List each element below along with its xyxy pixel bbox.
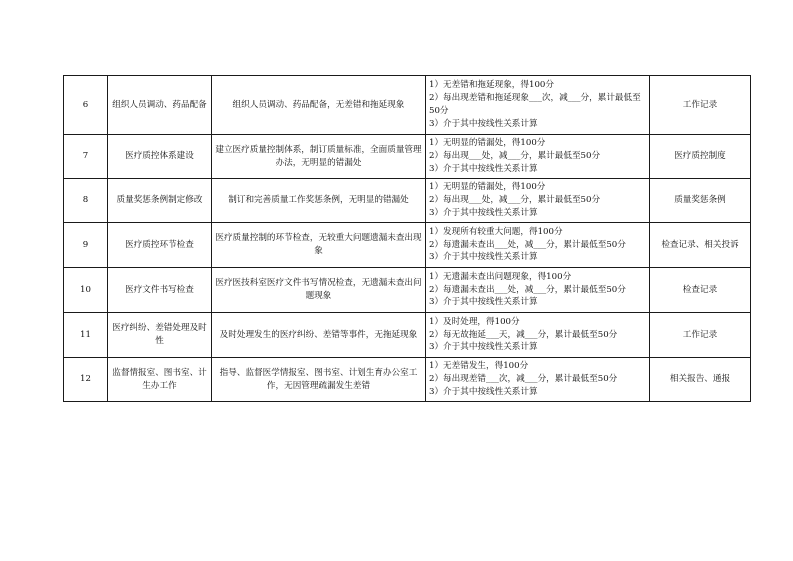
assessment-content: 及时处理发生的医疗纠纷、差错等事件，无拖延现象 [212, 313, 426, 358]
table-row [64, 223, 751, 268]
assessment-content: 医疗医技科室医疗文件书写情况检查，无遗漏未查出问题现象 [212, 268, 426, 313]
scoring-criteria [426, 179, 650, 223]
table-row [64, 358, 751, 402]
evidence-basis: 质量奖惩条例 [650, 179, 751, 223]
assessment-content: 组织人员调动、药品配备，无差错和拖延现象 [212, 76, 426, 135]
row-number: 6 [64, 76, 108, 135]
table-row [64, 179, 751, 223]
assessment-item: 医疗质控环节检查 [108, 223, 212, 268]
evidence-basis: 检查记录 [650, 268, 751, 313]
row-number: 11 [64, 313, 108, 358]
table-row [64, 135, 751, 179]
criteria-line: 2）每出现___处，减___分，累计最低至50分 [429, 151, 601, 162]
assessment-item: 医疗文件书写检查 [108, 268, 212, 313]
assessment-item: 医疗质控体系建设 [108, 135, 212, 179]
evidence-basis: 检查记录、相关投诉 [650, 223, 751, 268]
criteria-line: 3）介于其中按线性关系计算 [429, 386, 538, 397]
criteria-line: 2）每出现差错___次，减___分，累计最低至50分 [429, 374, 618, 385]
criteria-line: 1）无差错发生，得100分 [429, 361, 529, 372]
assessment-item: 质量奖惩条例制定修改 [108, 179, 212, 223]
criteria-line: 2）每无故拖延___天，减___分，累计最低至50分 [429, 329, 618, 340]
criteria-line: 3）介于其中按线性关系计算 [429, 207, 538, 218]
scoring-criteria [426, 358, 650, 402]
criteria-line: 2）每遗漏未查出___处，减___分，累计最低至50分 [429, 239, 626, 250]
assessment-content: 指导、监督医学情报室、图书室、计划生育办公室工作，无因管理疏漏发生差错 [212, 358, 426, 402]
criteria-line: 1）及时处理，得100分 [429, 316, 520, 327]
assessment-item: 组织人员调动、药品配备 [108, 76, 212, 135]
scoring-criteria [426, 313, 650, 358]
row-number: 7 [64, 135, 108, 179]
row-number: 9 [64, 223, 108, 268]
assessment-content: 医疗质量控制的环节检查，无较重大问题遗漏未查出现象 [212, 223, 426, 268]
table-row [64, 268, 751, 313]
criteria-line: 2）每出现___处，减___分，累计最低至50分 [429, 195, 601, 206]
row-number: 12 [64, 358, 108, 402]
criteria-line: 3）介于其中按线性关系计算 [429, 297, 538, 308]
criteria-line: 1）无遗漏未查出问题现象，得100分 [429, 271, 572, 282]
table-row [64, 76, 751, 135]
evidence-basis: 工作记录 [650, 313, 751, 358]
criteria-line: 3）介于其中按线性关系计算 [429, 163, 538, 174]
assessment-table [63, 75, 751, 402]
evidence-basis: 工作记录 [650, 76, 751, 135]
criteria-line: 2）每出现差错和拖延现象___次，减___分，累计最低至50分 [429, 93, 641, 116]
criteria-line: 1）无明显的错漏处，得100分 [429, 182, 546, 193]
scoring-criteria [426, 76, 650, 135]
table-row [64, 313, 751, 358]
assessment-item: 监督情报室、图书室、计生办工作 [108, 358, 212, 402]
assessment-content: 建立医疗质量控制体系，制订质量标准，全面质量管理办法，无明显的错漏处 [212, 135, 426, 179]
criteria-line: 1）无差错和拖延现象，得100分 [429, 80, 554, 91]
row-number: 10 [64, 268, 108, 313]
evidence-basis: 医疗质控制度 [650, 135, 751, 179]
row-number: 8 [64, 179, 108, 223]
assessment-content: 制订和完善质量工作奖惩条例，无明显的错漏处 [212, 179, 426, 223]
scoring-criteria [426, 135, 650, 179]
evidence-basis: 相关报告、通报 [650, 358, 751, 402]
criteria-line: 3）介于其中按线性关系计算 [429, 252, 538, 263]
criteria-line: 3）介于其中按线性关系计算 [429, 118, 538, 129]
criteria-line: 1）无明显的错漏处，得100分 [429, 138, 546, 149]
scoring-criteria [426, 223, 650, 268]
criteria-line: 3）介于其中按线性关系计算 [429, 342, 538, 353]
assessment-item: 医疗纠纷、差错处理及时性 [108, 313, 212, 358]
scoring-criteria [426, 268, 650, 313]
criteria-line: 2）每遗漏未查出___处，减___分，累计最低至50分 [429, 284, 626, 295]
criteria-line: 1）发现所有较重大问题，得100分 [429, 226, 563, 237]
